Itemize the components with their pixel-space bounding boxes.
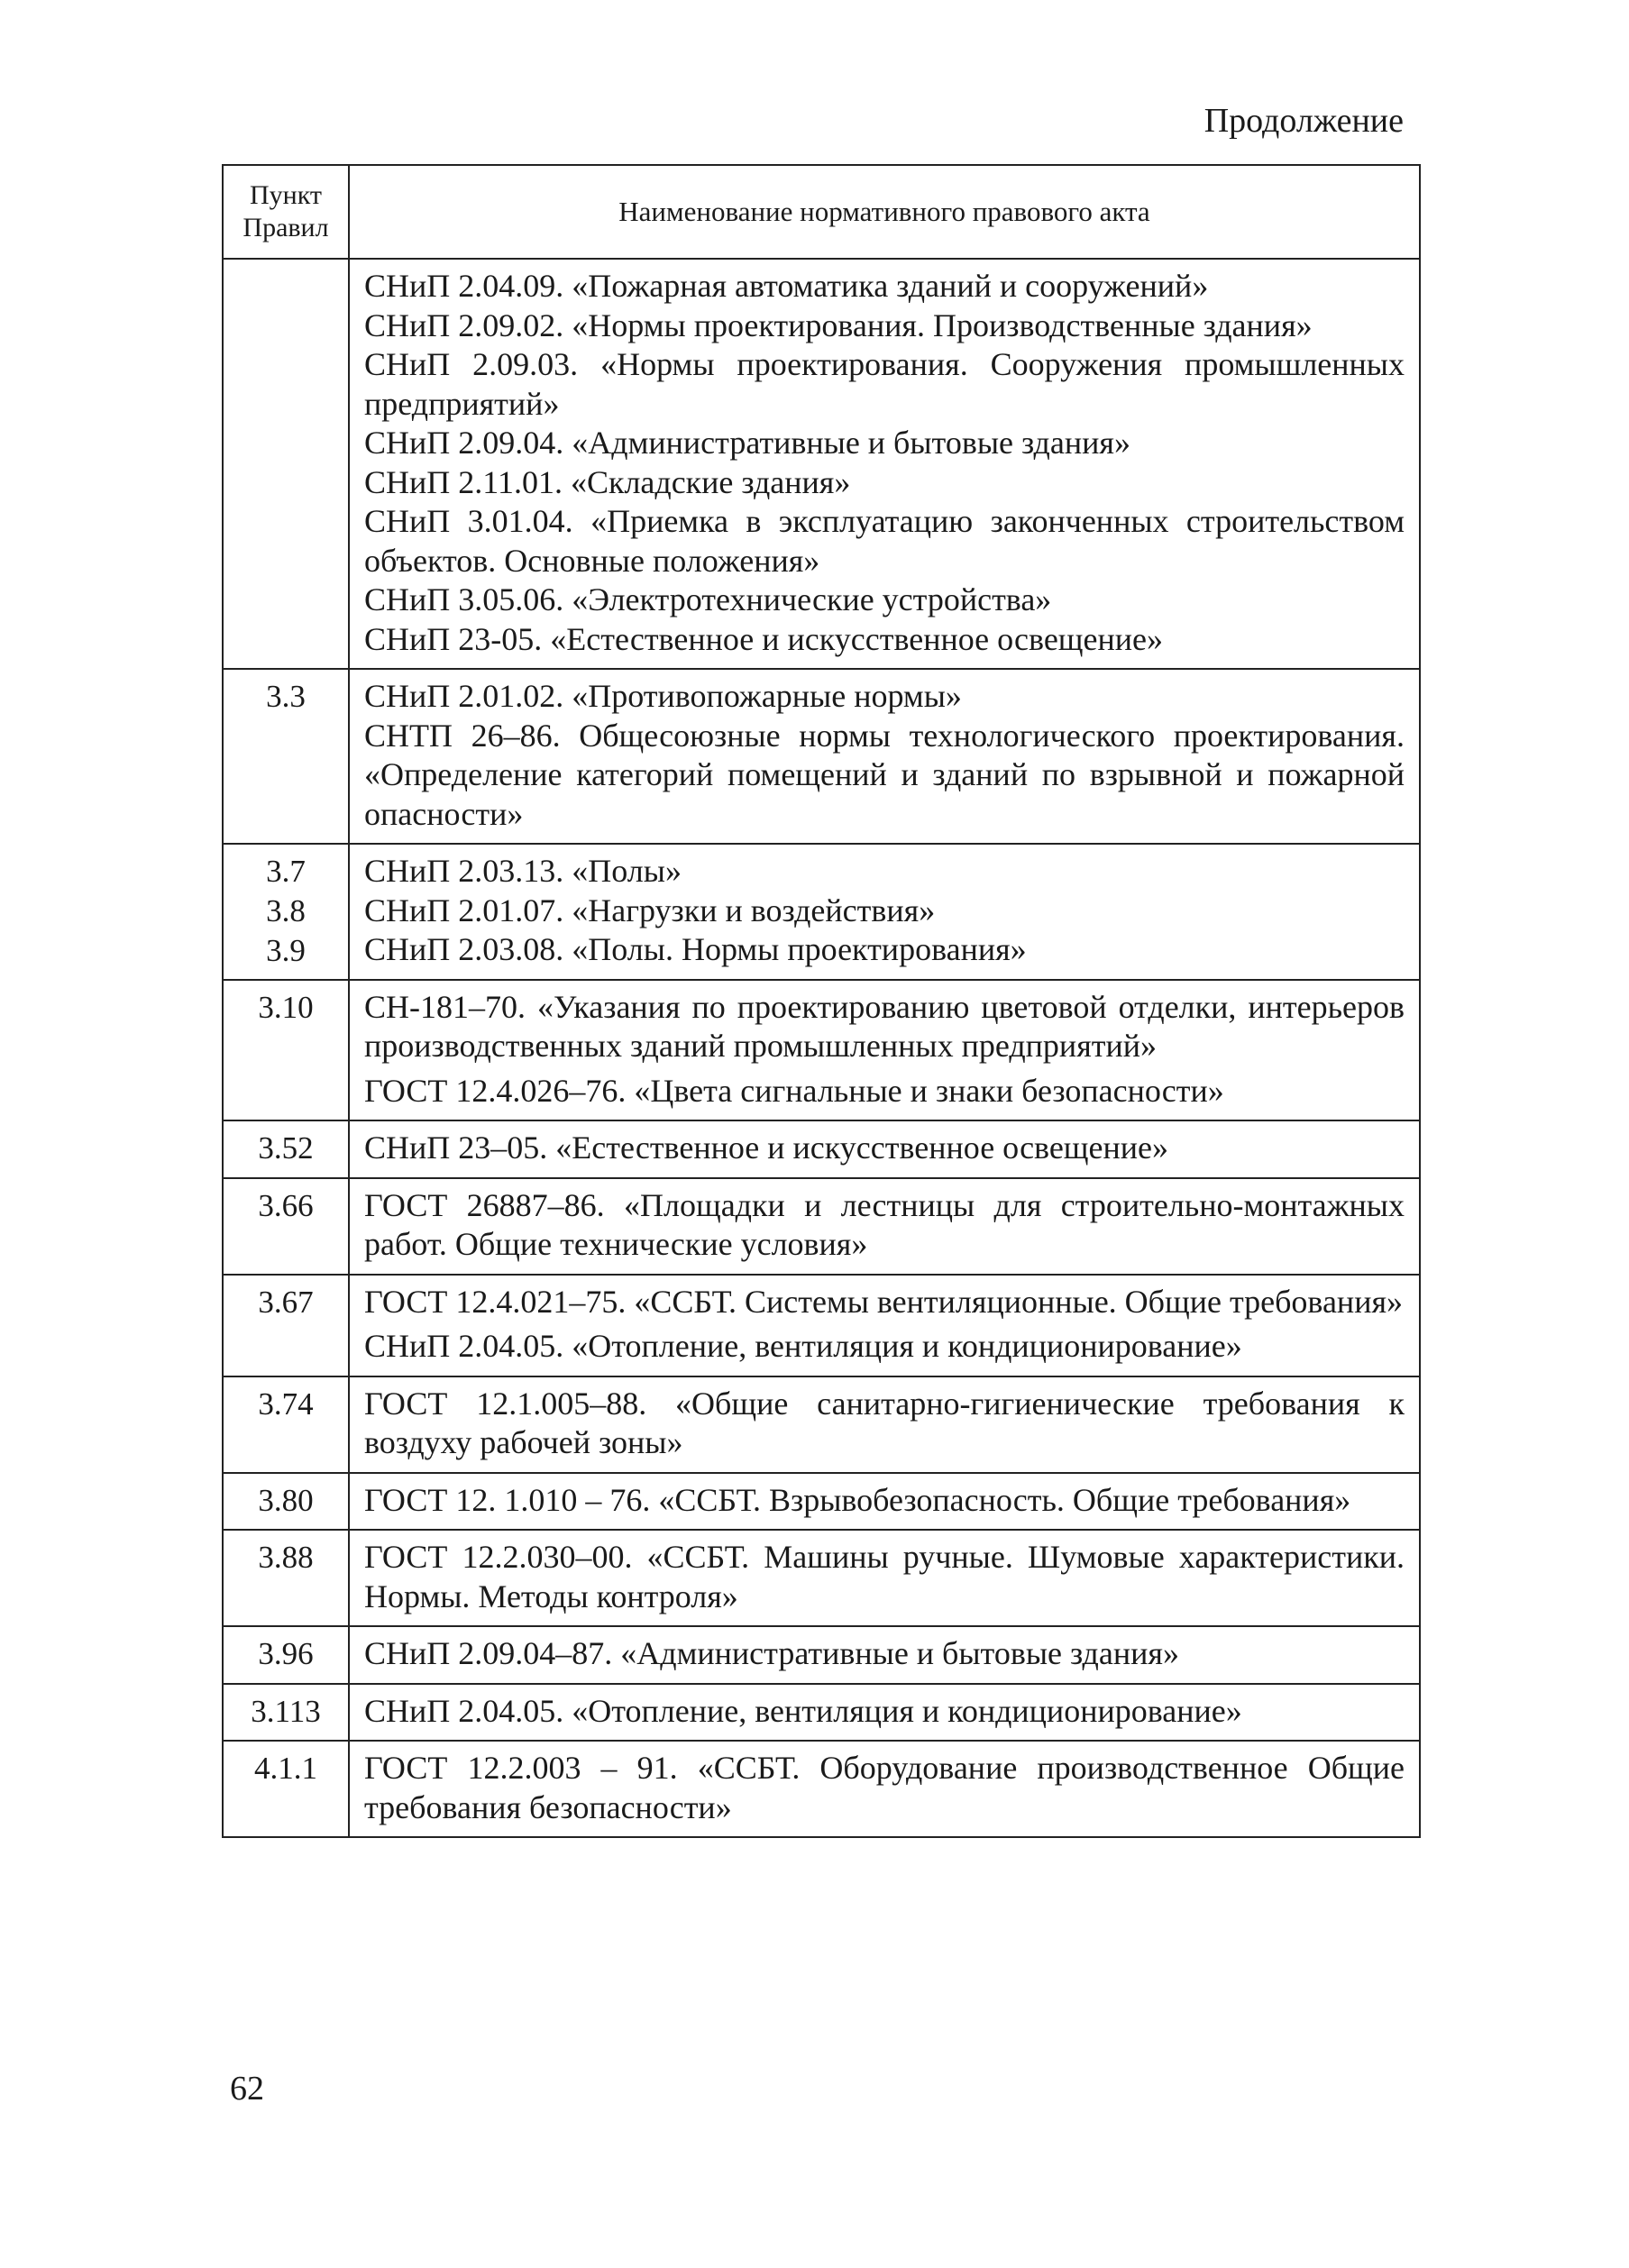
header-point — [223, 165, 349, 259]
acts-cell — [349, 1275, 1420, 1376]
act-entry: СНиП 2.09.04. «Административные и бытовые здания» — [364, 425, 1130, 461]
act-entry: СНиП 2.09.03. «Нормы проектирования. Сооружения промышленных предприятий» — [364, 346, 1405, 422]
act-entry: ГОСТ 12.4.021–75. «ССБТ. Системы вентиляционные. Общие требования» — [364, 1283, 1404, 1320]
header-point-line: Пункт — [249, 180, 322, 210]
point-cell — [223, 1626, 349, 1684]
table-header-row — [223, 165, 1420, 259]
act-entry: ГОСТ 12.2.030–00. «ССБТ. Машины ручные. Шумовые характеристики. Нормы. Методы контроля» — [364, 1539, 1405, 1614]
point-number: 3.7 — [266, 854, 306, 889]
point-number: 4.1.1 — [254, 1751, 317, 1786]
point-cell — [223, 844, 349, 980]
point-cell — [223, 259, 349, 669]
acts-cell — [349, 1120, 1420, 1178]
point-cell — [223, 669, 349, 844]
act-entry: СНиП 2.01.02. «Противопожарные нормы» — [364, 678, 962, 714]
point-number: 3.9 — [266, 933, 306, 968]
acts-cell — [349, 669, 1420, 844]
point-number: 3.3 — [266, 679, 306, 714]
table-row — [223, 844, 1420, 980]
table-body — [223, 259, 1420, 1837]
point-cell — [223, 1376, 349, 1473]
act-entry: СНиП 2.03.13. «Полы» — [364, 853, 682, 889]
act-entry: СНиП 23-05. «Естественное и искусственное освещение» — [364, 620, 1164, 657]
acts-cell — [349, 1530, 1420, 1626]
header-act-name: Наименование нормативного правового акта — [349, 165, 1420, 259]
normative-acts-table — [222, 164, 1421, 1838]
table-row — [223, 1626, 1420, 1684]
table-row — [223, 1275, 1420, 1376]
point-cell — [223, 1178, 349, 1275]
point-cell — [223, 1473, 349, 1531]
acts-cell — [349, 980, 1420, 1121]
table-row — [223, 1530, 1420, 1626]
act-entry: ГОСТ 12.1.005–88. «Общие санитарно-гигиенические требования к воздуху рабочей зоны» — [364, 1385, 1405, 1460]
point-number: 3.96 — [258, 1636, 314, 1671]
acts-cell — [349, 1473, 1420, 1531]
act-entry: ГОСТ 26887–86. «Площадки и лестницы для строительно-монтажных работ. Общие технические условия» — [364, 1186, 1405, 1262]
point-cell — [223, 1530, 349, 1626]
table-row — [223, 1473, 1420, 1531]
page-number: 62 — [230, 2070, 264, 2108]
point-number: 3.67 — [258, 1284, 314, 1320]
act-entry: СНиП 3.05.06. «Электротехнические устройства» — [364, 581, 1052, 617]
act-entry: СНиП 2.11.01. «Складские здания» — [364, 463, 851, 500]
table-row — [223, 1376, 1420, 1473]
point-cell — [223, 1275, 349, 1376]
act-entry: СНиП 2.04.09. «Пожарная автоматика зданий и сооружений» — [364, 268, 1209, 304]
point-cell — [223, 1684, 349, 1742]
table-row — [223, 1741, 1420, 1837]
act-entry: СНиП 2.03.08. «Полы. Нормы проектирования» — [364, 931, 1027, 967]
point-number: 3.113 — [251, 1693, 321, 1729]
point-number: 3.80 — [258, 1482, 314, 1518]
point-cell — [223, 980, 349, 1121]
point-number: 3.74 — [258, 1385, 314, 1422]
act-entry: ГОСТ 12.4.026–76. «Цвета сигнальные и знаки безопасности» — [364, 1072, 1224, 1109]
acts-cell — [349, 259, 1420, 669]
act-entry: СНТП 26–86. Общесоюзные нормы технологического проектирования. «Определение категорий помещений и зданий по взрывной и пожарной опасности» — [364, 717, 1405, 832]
act-entry: СНиП 2.04.05. «Отопление, вентиляция и кондиционирование» — [364, 1692, 1242, 1729]
point-number: 3.52 — [258, 1130, 314, 1166]
act-entry: СН-181–70. «Указания по проектированию цветовой отделки, интерьеров производственных зданий промышленных предприятий» — [364, 988, 1405, 1064]
acts-cell — [349, 1178, 1420, 1275]
act-entry: ГОСТ 12.2.003 – 91. «ССБТ. Оборудование производственное Общие требования безопасности» — [364, 1750, 1405, 1825]
point-number: 3.88 — [258, 1540, 314, 1575]
point-cell — [223, 1741, 349, 1837]
header-point-line: Правил — [243, 213, 329, 242]
act-entry: СНиП 2.04.05. «Отопление, вентиляция и кондиционирование» — [364, 1328, 1242, 1364]
point-number: 3.10 — [258, 989, 314, 1025]
act-entry: СНиП 23–05. «Естественное и искусственное освещение» — [364, 1129, 1169, 1166]
act-entry: СНиП 2.01.07. «Нагрузки и воздействия» — [364, 892, 936, 928]
table-row — [223, 1684, 1420, 1742]
acts-cell — [349, 1741, 1420, 1837]
point-number: 3.66 — [258, 1187, 314, 1223]
table-row — [223, 1178, 1420, 1275]
acts-cell — [349, 1376, 1420, 1473]
act-entry: СНиП 2.09.02. «Нормы проектирования. Производственные здания» — [364, 306, 1313, 343]
act-entry: ГОСТ 12. 1.010 – 76. «ССБТ. Взрывобезопасность. Общие требования» — [364, 1481, 1351, 1518]
continuation-label: Продолжение — [1203, 102, 1404, 140]
point-cell — [223, 1120, 349, 1178]
table-row — [223, 669, 1420, 844]
acts-cell — [349, 1684, 1420, 1742]
acts-cell — [349, 1626, 1420, 1684]
table-row — [223, 1120, 1420, 1178]
point-number: 3.8 — [266, 893, 306, 928]
acts-cell — [349, 844, 1420, 980]
table-row — [223, 980, 1420, 1121]
table-row — [223, 259, 1420, 669]
act-entry: СНиП 2.09.04–87. «Административные и бытовые здания» — [364, 1635, 1179, 1671]
act-entry: СНиП 3.01.04. «Приемка в эксплуатацию законченных строительством объектов. Основные положения» — [364, 503, 1405, 579]
